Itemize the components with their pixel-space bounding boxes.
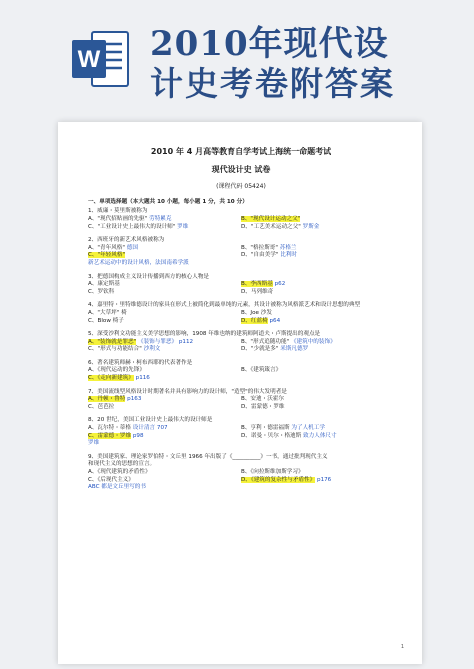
option-b-highlighted: B、李西斯基 <box>241 281 273 288</box>
answer-note: p62 <box>274 281 286 288</box>
answer-note: 罗维 <box>177 223 189 230</box>
option-c: C、芭芭拉 <box>88 403 115 410</box>
answer-note: 椅 <box>121 309 127 316</box>
title-line-1: 2010年现代设 <box>150 24 389 64</box>
question-1 <box>88 208 394 231</box>
exam-subject: 现代设计史 试卷 <box>211 164 271 174</box>
question-7 <box>88 389 394 412</box>
answer-note: p64 <box>269 317 281 324</box>
option-b: B、"格拉斯哥" <box>241 244 278 251</box>
option-d: D、"自由美学" <box>241 252 279 259</box>
question-6 <box>88 360 394 383</box>
option-a: A、《现代建筑的矛盾性》 <box>88 469 151 475</box>
exam-paper <box>58 122 422 664</box>
answer-note: 罗斯金 <box>302 223 320 230</box>
question-stem: 1、威廉・莫里斯被称为 <box>88 208 148 215</box>
question-stem: 5、深受沙利文功能主义美学思想的影响，1908 年维也纳的建筑师阿道夫・卢斯提出的观点是 <box>88 331 321 338</box>
answer-note: p112 <box>178 338 194 345</box>
question-stem: 4、嘉里特・里特维德设计的家具在形式上被简化到最单纯的元素，其设计被称为风格派艺术和设计思想的典型 <box>88 302 361 309</box>
question-2: 2、西班牙的新艺术风格被称为 A、"青年风格" 德国 B、"格拉斯哥" 苏格兰 C、"年轻风格" D、"自由美学" 比利时 新艺术运动中的设计风格，法国南希学派 <box>88 237 394 267</box>
question-stem: 6、著名建筑师赫・柯布西耶的代表著作是 <box>88 359 193 366</box>
option-a: A、"现代招贴画的先驱" <box>88 215 148 222</box>
option-c: C、罗钦科 <box>88 288 115 295</box>
question-stem: 9、美国建筑家、理论家罗伯特・文丘里 1966 年出版了《__________》一书，通过批判现代主义 <box>88 453 328 460</box>
section-heading: 一、单项选择题（本大题共 10 小题，每小题 1 分，共 10 分） <box>88 198 248 205</box>
option-c: C、"形式与功能结合" <box>88 346 142 353</box>
title-line-2: 计史考卷附答案 <box>150 64 395 103</box>
answer-note: 为了人机工学 <box>291 425 325 432</box>
question-stem: 3、把德国构成主义设计传播到西方的核心人物是 <box>88 273 210 280</box>
answer-note: p98 <box>132 432 144 439</box>
answer-note: 沙利文 <box>143 346 161 353</box>
option-d: D、"工艺美术运动之父" <box>241 223 301 230</box>
exam-content <box>88 142 394 498</box>
answer-note: p176 <box>317 476 332 483</box>
answer-note: 罗维 <box>88 440 100 447</box>
option-a: A、《现代运动的先锋》 <box>88 367 145 374</box>
answer-note: ABC 都是文丘里写的书 <box>88 484 146 491</box>
option-b: B、《建筑箴言》 <box>241 367 282 374</box>
option-c-highlighted: C、雷蒙德・罗维 <box>88 432 132 439</box>
answer-note: 苏格兰 <box>279 244 297 251</box>
word-document-icon <box>70 28 132 90</box>
option-b: B、亨利・德雷福斯 <box>241 425 290 432</box>
option-d-highlighted: D、红蓝椅 <box>241 317 268 324</box>
option-a: A、"青年风格" <box>88 244 125 251</box>
answer-note: 德国 <box>126 244 138 251</box>
option-a-highlighted: A、"装饰就是罪恶" <box>88 338 137 345</box>
question-5 <box>88 331 394 354</box>
question-stem: 7、美国流线型风格设计时期著名并具有影响力的设计师，"造型"的伟大发明者是 <box>88 388 287 395</box>
option-a: A、瓦尔特・蒂格 <box>88 425 131 432</box>
answer-note: 《装饰与罪恶》 <box>137 338 178 345</box>
option-d: D、马列维奇 <box>241 288 274 295</box>
option-c-highlighted: C、《走向新建筑》 <box>88 375 134 382</box>
document-title <box>150 24 470 104</box>
exam-heading: 2010 年 4 月高等教育自学考试上海统一命题考试 <box>150 147 332 156</box>
course-code: (课程代码 05424) <box>216 183 266 191</box>
option-b: B、Joe 沙发 <box>241 309 272 316</box>
svg-text:W: W <box>77 46 101 73</box>
option-c-highlighted: C、"年轻风格" <box>88 252 126 259</box>
question-8 <box>88 417 394 447</box>
question-9 <box>88 454 394 492</box>
option-b-highlighted: B、"现代设计运动之父" <box>241 215 301 222</box>
answer-note: 劳特累克 <box>149 215 172 222</box>
question-stem: 8、20 世纪，美国工业设计史上最伟大的设计师是 <box>88 417 213 424</box>
header-banner <box>0 0 474 120</box>
answer-note: p116 <box>135 375 150 382</box>
option-a-highlighted: A、丹顿・鲁特 <box>88 396 126 403</box>
option-b: B、"形式追随功能" <box>241 338 290 345</box>
option-d: D、"少就是多" <box>241 346 279 353</box>
answer-note: 比利时 <box>280 252 298 259</box>
handwritten-note: 新艺术运动中的设计风格 <box>88 259 150 266</box>
option-a: A、"大草坪" <box>88 309 120 316</box>
option-c: C、"工业设计史上最伟大的设计师" <box>88 223 176 230</box>
option-d: D、雷蒙德・罗维 <box>241 403 285 410</box>
page-number: 1 <box>400 644 404 650</box>
option-c: C、《后现代主义》 <box>88 476 134 483</box>
option-b: B、《向拉斯维加斯学习》 <box>241 469 304 475</box>
question-stem: 2、西班牙的新艺术风格被称为 <box>88 237 165 244</box>
question-3 <box>88 274 394 297</box>
answer-note: 致力人体尺寸 <box>303 432 337 439</box>
option-c: C、Blow 椅子 <box>88 317 124 324</box>
option-d: D、诺曼・贝尔・格迪斯 <box>241 432 302 439</box>
option-b: B、安迪・沃霍尔 <box>241 396 284 403</box>
option-d-highlighted: D、《建筑的复杂性与矛盾性》 <box>241 476 316 483</box>
answer-note: 设计清言 707 <box>132 425 168 432</box>
option-a: A、康定斯基 <box>88 281 120 288</box>
answer-note: 《建筑中的装饰》 <box>290 338 336 345</box>
handwritten-note: 法国南希学派 <box>155 259 189 266</box>
question-4 <box>88 302 394 325</box>
question-stem-continued: 和现代主义的思想的宣言。 <box>88 461 156 468</box>
answer-note: p163 <box>127 396 142 403</box>
answer-note: 米斯凡德罗 <box>280 346 309 353</box>
